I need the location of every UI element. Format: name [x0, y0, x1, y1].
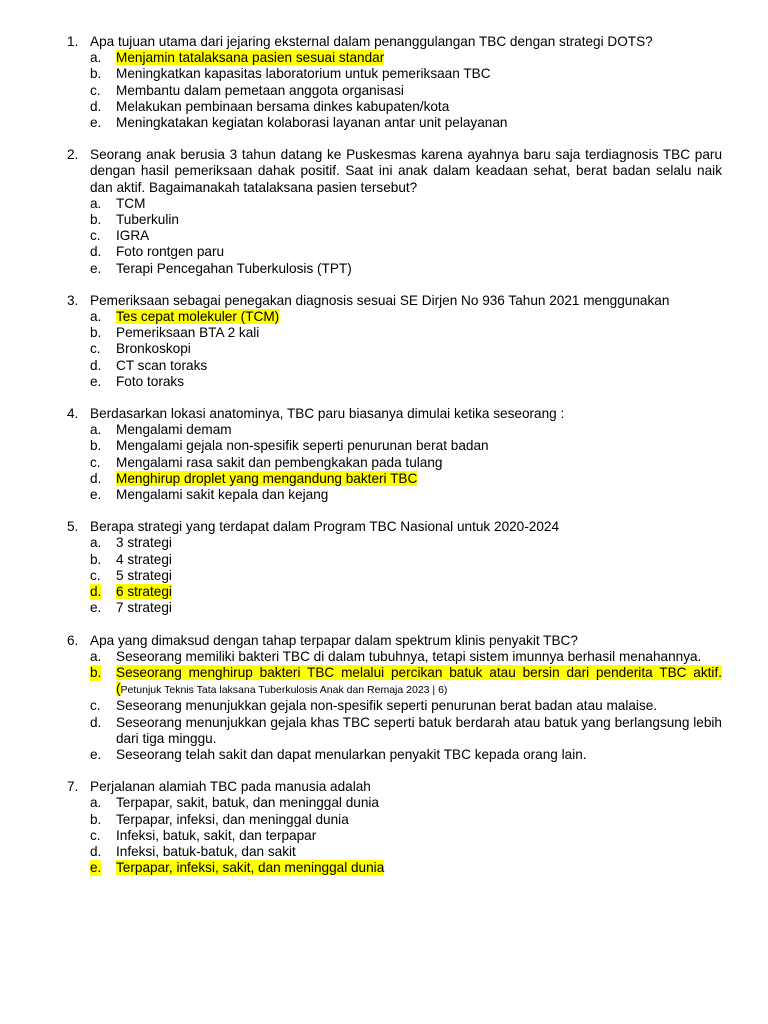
option-e: e. Meningkatakan kegiatan kolaborasi layanan antar unit pelayanan [90, 115, 508, 131]
question-4 [0, 406, 768, 503]
option-b: b. Mengalami gejala non-spesifik seperti penurunan berat badan [90, 438, 489, 454]
question-6 [0, 633, 768, 764]
question-text: 2. Seorang anak berusia 3 tahun datang ke Puskesmas karena ayahnya baru saja terdiagnosis TBC paru dengan hasil pemeriksaan dahak positif. Saat ini anak dalam keadaan sehat, berat badan selalu naik dan aktif. Bagaimanakah tatalaksana pasien tersebut? [67, 147, 722, 195]
option-b: b. Seseorang menghirup bakteri TBC melalui percikan batuk atau bersin dari penderita TBC aktif.(Petunjuk Teknis Tata laksana Tuberkulosis Anak dan Remaja 2023 | 6) [90, 664, 722, 697]
question-text: 4. Berdasarkan lokasi anatominya, TBC paru biasanya dimulai ketika seseorang : [67, 406, 565, 422]
question-text: 3. Pemeriksaan sebagai penegakan diagnosis sesuai SE Dirjen No 936 Tahun 2021 menggunakan [67, 292, 670, 308]
option-b: b. Pemeriksaan BTA 2 kali [90, 325, 260, 341]
question-text: 7. Perjalanan alamiah TBC pada manusia adalah [67, 779, 371, 795]
option-b: b. 4 strategi [90, 551, 172, 567]
question-number: 5. [67, 519, 79, 535]
option-d: d. Seseorang menunjukkan gejala khas TBC seperti batuk berdarah atau batuk yang berlangsung lebih dari tiga minggu. [90, 714, 722, 746]
option-c: c. Seseorang menunjukkan gejala non-spesifik seperti penurunan berat badan atau malaise. [90, 698, 658, 714]
option-a: a. Seseorang memiliki bakteri TBC di dalam tubuhnya, tetapi sistem imunnya berhasil menahannya. [90, 648, 702, 664]
option-e: e. Terpapar, infeksi, sakit, dan meninggal dunia [90, 860, 385, 876]
option-e: e. Seseorang telah sakit dan dapat menularkan penyakit TBC kepada orang lain. [90, 746, 587, 762]
option-c: c. Bronkoskopi [90, 341, 191, 357]
option-b: b. Tuberkulin [90, 212, 179, 228]
option-c: c. Membantu dalam pemetaan anggota organisasi [90, 82, 404, 98]
question-text: 5. Berapa strategi yang terdapat dalam Program TBC Nasional untuk 2020-2024 [67, 519, 560, 535]
option-c: c. Mengalami rasa sakit dan pembengkakan pada tulang [90, 454, 443, 470]
answer-highlight: Terpapar, infeksi, sakit, dan meninggal dunia [116, 860, 385, 876]
question-2 [0, 147, 768, 277]
option-e: e. Terapi Pencegahan Tuberkulosis (TPT) [90, 260, 352, 276]
question-number: 7. [67, 779, 79, 795]
question-number: 2. [67, 147, 79, 163]
question-number: 3. [67, 292, 79, 308]
option-d: d. Infeksi, batuk-batuk, dan sakit [90, 843, 296, 859]
option-a: a. Mengalami demam [90, 422, 232, 438]
option-d: d. CT scan toraks [90, 357, 208, 373]
option-b: b. Meningkatkan kapasitas laboratorium untuk pemeriksaan TBC [90, 66, 491, 82]
option-d: d. Menghirup droplet yang mengandung bakteri TBC [90, 470, 418, 486]
reference-note: Petunjuk Teknis Tata laksana Tuberkulosis Anak dan Remaja 2023 | 6) [120, 684, 448, 697]
option-a: a. Tes cepat molekuler (TCM) [90, 309, 280, 325]
option-c: c. IGRA [90, 228, 150, 244]
option-d: d. Melakukan pembinaan bersama dinkes kabupaten/kota [90, 98, 450, 114]
answer-highlight: Menghirup droplet yang mengandung bakteri TBC [116, 470, 418, 486]
answer-highlight: Seseorang menghirup bakteri TBC melalui percikan batuk atau bersin dari penderita TBC aktif.( [116, 664, 722, 697]
question-text: 6. Apa yang dimaksud dengan tahap terpapar dalam spektrum klinis penyakit TBC? [67, 632, 578, 648]
option-a: a. Menjamin tatalaksana pasien sesuai standar [90, 50, 385, 66]
answer-highlight: Menjamin tatalaksana pasien sesuai standar [116, 50, 385, 66]
option-d: d. Foto rontgen paru [90, 244, 225, 260]
question-7 [0, 779, 768, 876]
option-a: a. 3 strategi [90, 535, 172, 551]
option-e: e. 7 strategi [90, 600, 172, 616]
question-5 [0, 519, 768, 616]
question-number: 1. [67, 34, 79, 49]
question-3 [0, 293, 768, 390]
option-c: c. 5 strategi [90, 567, 172, 583]
option-e: e. Foto toraks [90, 373, 184, 389]
option-e: e. Mengalami sakit kepala dan kejang [90, 487, 329, 503]
answer-highlight: d. 6 strategi [90, 584, 172, 600]
option-c: c. Infeksi, batuk, sakit, dan terpapar [90, 827, 317, 843]
question-1 [0, 34, 768, 131]
option-b: b. Terpapar, infeksi, dan meninggal dunia [90, 811, 349, 827]
question-number: 6. [67, 632, 79, 648]
question-number: 4. [67, 406, 79, 422]
document-page [0, 34, 768, 892]
option-a: a. TCM [90, 195, 146, 211]
question-text: 1. Apa tujuan utama dari jejaring eksternal dalam penanggulangan TBC dengan strategi DOTS? [67, 34, 653, 49]
answer-highlight: Tes cepat molekuler (TCM) [116, 309, 280, 325]
option-a: a. Terpapar, sakit, batuk, dan meninggal dunia [90, 795, 379, 811]
option-d [0, 584, 768, 600]
